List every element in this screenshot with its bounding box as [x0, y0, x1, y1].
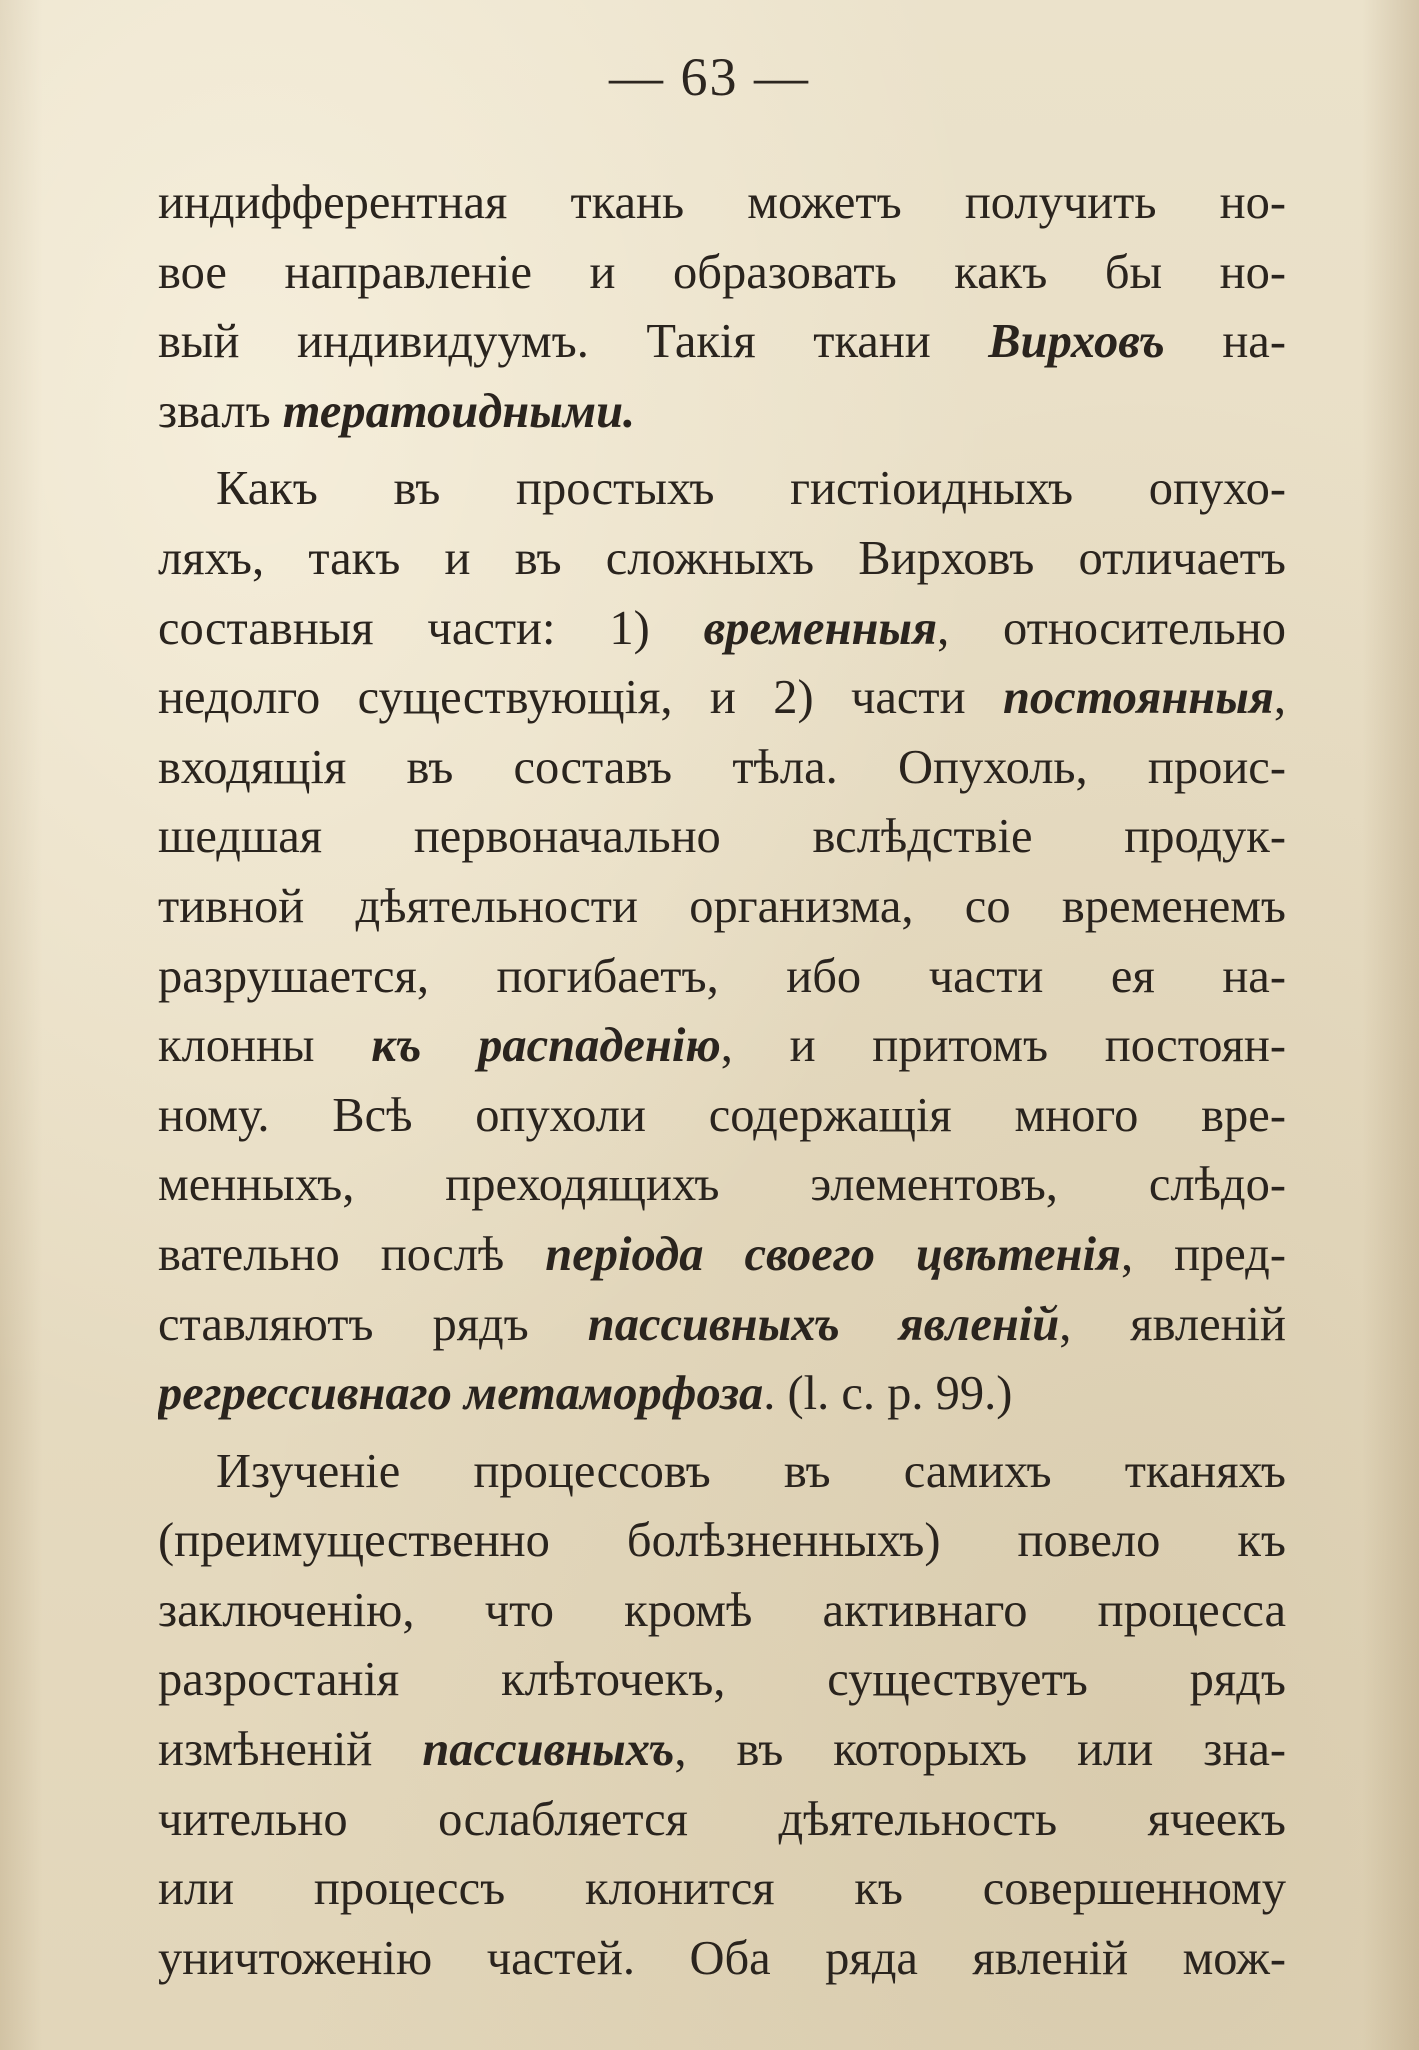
text-line	[158, 1506, 1286, 1576]
text-line	[158, 1576, 1286, 1646]
text-line	[158, 802, 1286, 872]
italic-text-span: пассивныхъ явленій	[587, 1297, 1060, 1351]
text-line	[158, 1924, 1286, 1994]
text-span: ляхъ, такъ и въ сложныхъ Вирховъ отличаетъ	[158, 531, 1286, 585]
text-span: шедшая первоначально вслѣдствіе продук-	[158, 810, 1286, 864]
text-span: вое направленіе и образовать какъ бы но-	[158, 245, 1286, 299]
text-span: разростанія клѣточекъ, существуетъ рядъ	[158, 1653, 1286, 1707]
text-span: ставляютъ рядъ	[158, 1297, 588, 1351]
text-span: тивной дѣятельности организма, со временемъ	[158, 879, 1286, 933]
text-span: чительно ослабляется дѣятельность ячеекъ	[158, 1792, 1286, 1846]
text-span: . (l. c. p. 99.)	[763, 1367, 1013, 1421]
body-text	[158, 168, 1286, 1993]
text-line	[158, 872, 1286, 942]
italic-text-span: временныя	[703, 601, 938, 655]
text-span: недолго существующія, и 2) части	[158, 671, 1003, 725]
text-line	[158, 942, 1286, 1012]
text-span: (преимущественно болѣзненныхъ) повело къ	[158, 1514, 1286, 1568]
italic-text-span: тератоидными.	[282, 384, 636, 438]
text-span: на-	[1164, 315, 1286, 369]
italic-text-span: пассивныхъ	[422, 1723, 675, 1777]
text-span: или процессъ клонится къ совершенному	[158, 1862, 1286, 1916]
text-line	[158, 238, 1286, 308]
text-span: , относительно	[937, 601, 1286, 655]
text-span: вательно послѣ	[158, 1227, 546, 1281]
text-line	[158, 307, 1286, 377]
text-span: , въ которыхъ или зна-	[674, 1723, 1286, 1777]
text-line	[158, 524, 1286, 594]
text-span: , и притомъ постоян-	[720, 1019, 1286, 1073]
text-span: уничтоженію частей. Оба ряда явленій мож-	[158, 1931, 1286, 1985]
text-line	[158, 377, 1286, 447]
italic-text-span: періода своего цвѣтенія	[545, 1227, 1121, 1281]
text-line	[158, 1290, 1286, 1360]
text-span: измѣненій	[158, 1723, 423, 1777]
text-line	[158, 1854, 1286, 1924]
text-span: , пред-	[1120, 1227, 1286, 1281]
text-line	[158, 594, 1286, 664]
text-span: вый индивидуумъ. Такія ткани	[158, 315, 989, 369]
text-span: заключенію, что кромѣ активнаго процесса	[158, 1583, 1286, 1637]
italic-text-span: регрессивнаго метаморфоза	[158, 1367, 764, 1421]
text-span: клонны	[158, 1019, 372, 1073]
text-line	[158, 168, 1286, 238]
text-line	[158, 1081, 1286, 1151]
page-number: — 63 —	[609, 47, 810, 107]
text-line	[158, 663, 1286, 733]
text-span: ,	[1273, 671, 1286, 725]
text-line	[158, 1359, 1286, 1429]
text-span: разрушается, погибаетъ, ибо части ея на-	[158, 949, 1286, 1003]
text-span: составныя части: 1)	[158, 601, 704, 655]
text-span: индифферентная ткань можетъ получить но-	[158, 176, 1286, 229]
text-span: ному. Всѣ опухоли содержащія много вре-	[158, 1088, 1286, 1142]
text-span: , явленій	[1059, 1297, 1286, 1351]
italic-text-span: Вирховъ	[988, 315, 1165, 369]
text-line	[158, 1011, 1286, 1081]
text-span: менныхъ, преходящихъ элементовъ, слѣдо-	[158, 1158, 1286, 1212]
text-span: Изученіе процессовъ въ самихъ тканяхъ	[216, 1444, 1286, 1498]
text-span: звалъ	[158, 384, 283, 438]
italic-text-span: къ распаденію	[371, 1019, 721, 1073]
text-line	[158, 733, 1286, 803]
italic-text-span: постоянныя	[1002, 671, 1274, 725]
text-line	[158, 1645, 1286, 1715]
text-line	[158, 1785, 1286, 1855]
text-line	[158, 1437, 1286, 1507]
text-line	[158, 454, 1286, 524]
text-line	[158, 1220, 1286, 1290]
text-span: Какъ въ простыхъ гистіоидныхъ опухо-	[216, 462, 1286, 516]
text-span: входящія въ составъ тѣла. Опухоль, проис-	[158, 740, 1286, 794]
text-line	[158, 1150, 1286, 1220]
text-line	[158, 1715, 1286, 1785]
